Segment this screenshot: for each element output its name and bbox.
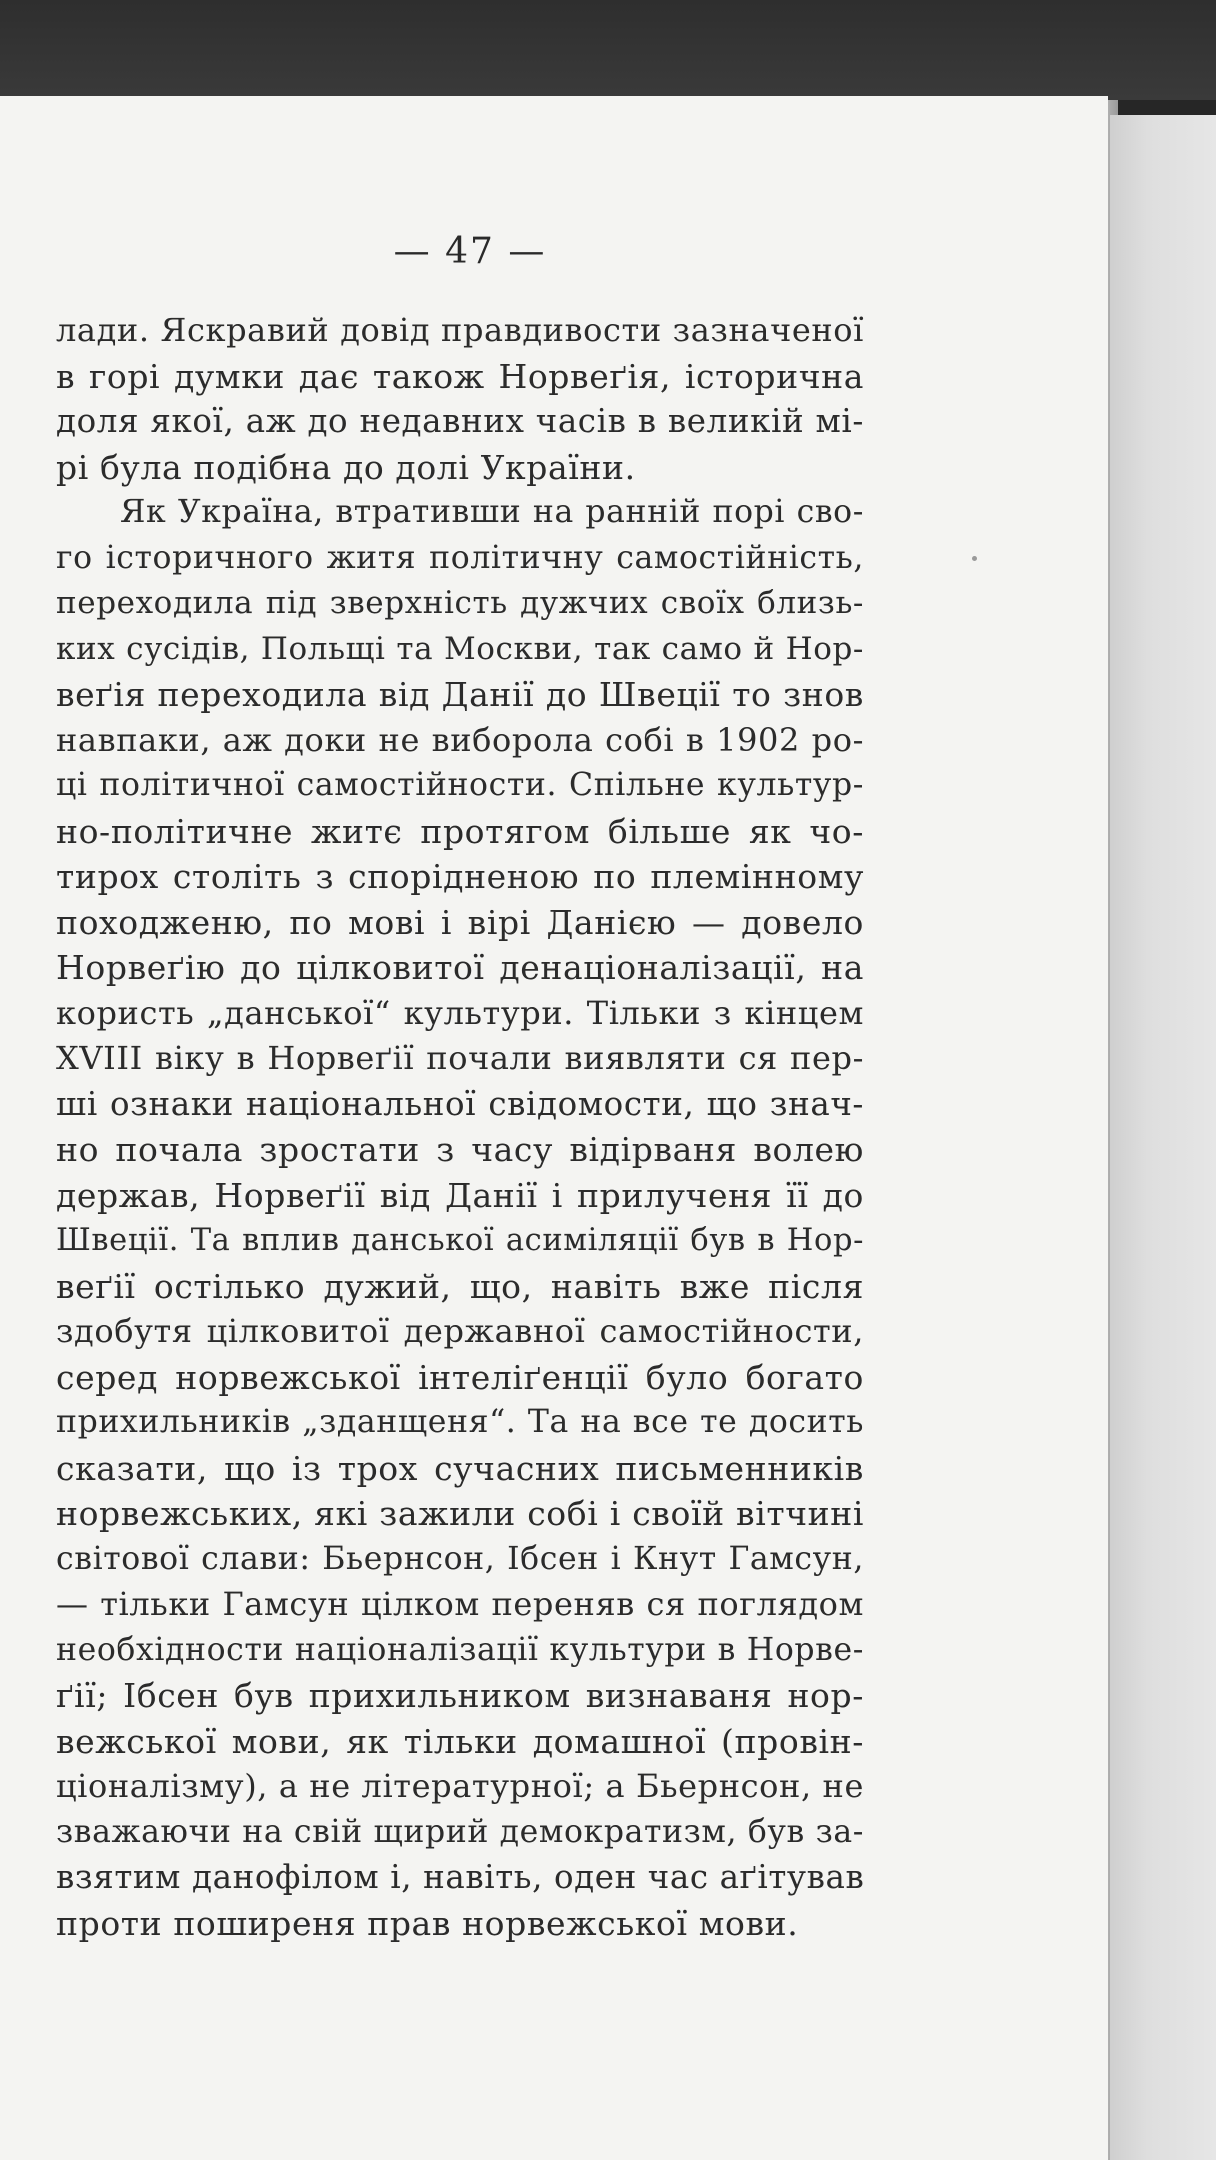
text-line: проти поширеня прав норвежської мови.	[56, 1903, 799, 1943]
scanner-background	[0, 0, 1216, 100]
text-line: но-політичне житє протягом більше як чо-	[56, 811, 864, 851]
paragraph-first-line: Як Україна, втративши на ранній порі сво-	[120, 494, 864, 530]
back-pages-edge	[1110, 115, 1216, 2160]
book-page	[0, 96, 1108, 2160]
text-line: вежської мови, як тільки домашної (провін-	[56, 1721, 864, 1761]
text-line: сказати, що із трох сучасних письменників	[56, 1448, 864, 1488]
text-line: ші ознаки національної свідомости, що знач-	[56, 1084, 864, 1123]
text-line: здобутя цілковитої державної самостійности,	[56, 1312, 864, 1350]
text-line: світової слави: Бьернсон, Ібсен і Кнут Гамсун,	[56, 1540, 864, 1577]
text-line: зважаючи на свій щирий демократизм, був за-	[56, 1813, 864, 1850]
text-line: — тільки Гамсун цілком переняв ся поглядом	[56, 1585, 864, 1623]
text-line: серед норвежської інтеліґенції було богато	[56, 1357, 864, 1397]
text-line: в горі думки дає також Норвеґія, історична	[56, 356, 864, 396]
scan-dust-speck	[972, 556, 977, 561]
text-line: рі була подібна до долі України.	[56, 447, 636, 487]
text-line: веґії остілько дужий, що, навіть вже після	[56, 1266, 864, 1306]
text-line: прихильників „зданщеня“. Та на все те досить	[56, 1404, 864, 1440]
text-line: необхідности націоналізації культури в Норве-	[56, 1631, 864, 1668]
text-line: користь „данської“ культури. Тільки з кінцем	[56, 993, 864, 1032]
text-line: Швеції. Та вплив данської асиміляції був в Нор-	[56, 1223, 864, 1258]
text-line: походженю, по мові і вірі Данією — довело	[56, 902, 864, 942]
text-line: ких сусідів, Польщі та Москви, так само й Нор-	[56, 630, 864, 667]
text-line: доля якої, аж до недавних часів в великій мі-	[56, 402, 864, 440]
body-text	[56, 308, 864, 1946]
text-line: но почала зростати з часу відірваня волею	[56, 1130, 864, 1169]
text-line: лади. Яскравий довід правдивости зазначеної	[56, 311, 864, 349]
text-line: навпаки, аж доки не виборола собі в 1902 ро-	[56, 720, 864, 759]
text-line: XVIII віку в Норвеґії почали виявляти ся пер-	[56, 1039, 864, 1077]
text-line: го історичного житя політичну самостійність,	[56, 539, 864, 576]
page-number: — 47 —	[393, 231, 547, 272]
text-line: норвежських, які зажили собі і своїй вітчині	[56, 1494, 864, 1533]
text-line: Норвеґію до цілковитої денаціоналізації, на	[56, 948, 864, 987]
text-line: тирох століть з спорідненою по племінному	[56, 857, 864, 896]
text-line: взятим данофілом і, навіть, оден час аґітував	[56, 1858, 865, 1896]
text-line: переходила під зверхність дужчих своїх близь-	[56, 585, 864, 621]
text-line: веґія переходила від Данії до Швеції то знов	[56, 675, 864, 714]
text-line: ці політичної самостійности. Спільне культур-	[56, 767, 864, 803]
text-line: ґії; Ібсен був прихильником визнаваня нор-	[56, 1676, 864, 1715]
text-line: держав, Норвеґії від Данії і прилученя її до	[56, 1175, 864, 1215]
text-line: ціоналізму), а не літературної; а Бьернсон, не	[56, 1767, 864, 1805]
